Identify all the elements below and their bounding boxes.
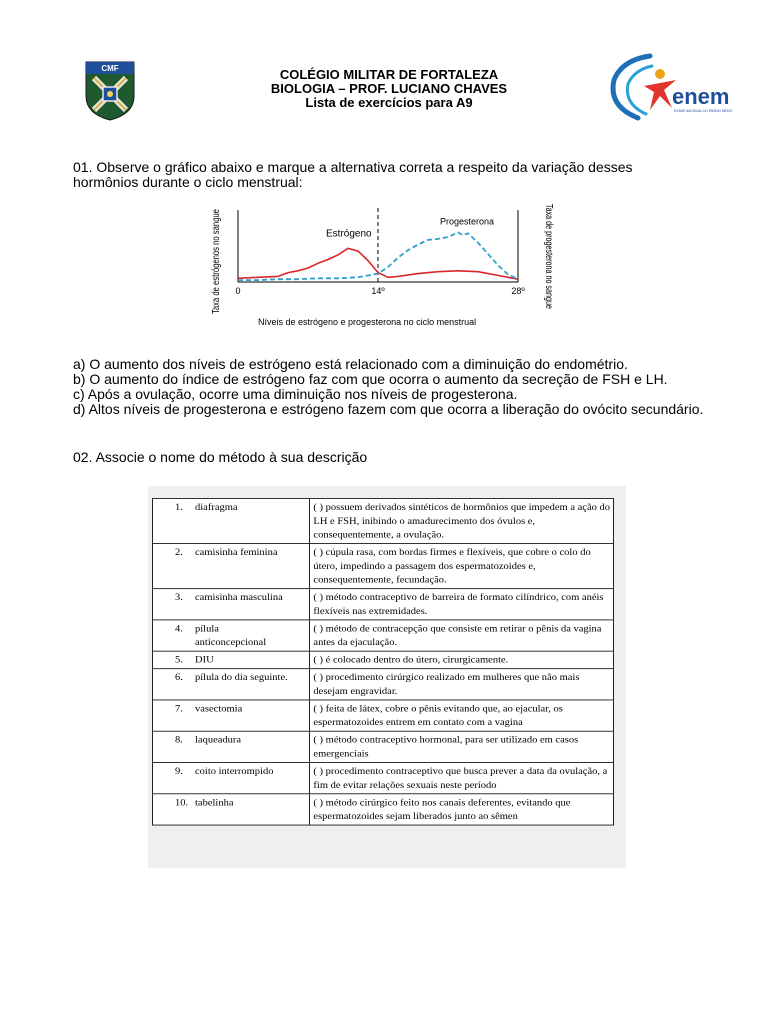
table-row [153,669,614,700]
method-cell [153,794,310,825]
table-row [153,589,614,620]
description-cell: ( ) método de contracepção que consiste em retirar o pênis da vagina antes da ejaculação. [310,620,614,651]
description-cell: ( ) feita de látex, cobre o pênis evitando que, ao ejacular, os espermatozoides entrem em contato com a vagina [310,700,614,731]
methods-table [152,498,614,826]
option-c: c) Após a ovulação, ocorre uma diminuição nos níveis de progesterona. [73,386,518,402]
table-row [153,700,614,731]
description-cell: ( ) método contraceptivo hormonal, para ser utilizado em casos emergenciais [310,731,614,762]
table-row [153,620,614,651]
description-cell: ( ) cúpula rasa, com bordas firmes e flexíveis, que cobre o colo do útero, impedindo a passagem dos espermatozoides e, consequentemente, fecundação. [310,544,614,589]
method-number: 3. [175,592,183,603]
method-cell [153,669,310,700]
method-name: DIU [195,655,214,666]
table-row [153,794,614,825]
table-row [153,544,614,589]
question-1-text: 01. Observe o gráfico abaixo e marque a alternativa correta a respeito da variação desses hormônios durante o ciclo menstrual: [73,159,633,190]
method-name: camisinha feminina [195,547,278,558]
method-cell [153,620,310,651]
option-b: b) O aumento do índice de estrógeno faz com que ocorra o aumento da secreção de FSH e LH. [73,371,668,387]
method-name: camisinha masculina [195,592,283,603]
x-tick-label: 0 [235,286,241,296]
description-cell: ( ) método cirúrgico feito nos canais deferentes, evitando que espermatozoides sejam liberados junto ao sêmen [310,794,614,825]
y-axis-label-left: Taxa de estrógenos no sangue [210,170,222,314]
method-name: coito interrompido [195,766,274,777]
method-name: pílula do dia seguinte. [195,672,288,683]
list-title: Lista de exercícios para A9 [305,95,473,110]
method-cell [153,731,310,762]
method-cell [153,700,310,731]
x-tick-label: 28º [511,286,525,296]
question-2-text: 02. Associe o nome do método à sua descrição [73,449,368,465]
chart-caption: Níveis de estrógeno e progesterona no ciclo menstrual [258,317,477,327]
method-number: 6. [175,672,183,683]
enem-logo-text: enem [672,84,730,109]
option-a: a) O aumento dos níveis de estrógeno está relacionado com a diminuição do endométrio. [73,356,628,372]
methods-table-image [148,486,626,868]
x-tick-label: 14º [371,286,385,296]
description-cell: ( ) possuem derivados sintéticos de hormônios que impedem a ação do LH e FSH, inibindo o amadurecimento dos óvulos e, consequentemente, a ovulação. [310,498,614,543]
method-number: 7. [175,704,183,715]
question-1-options [73,357,713,417]
hormone-chart [208,170,555,358]
method-number: 4. [175,624,183,635]
method-cell [153,544,310,589]
method-cell [153,763,310,794]
method-number: 5. [175,655,183,666]
option-d: d) Altos níveis de progesterona e estrógeno fazem com que ocorra a liberação do ovócito secundário. [73,401,704,417]
series-label: Progesterona [440,216,495,227]
table-row [153,731,614,762]
method-name: laqueadura [195,735,242,746]
method-number: 8. [175,735,183,746]
method-number: 2. [175,547,183,558]
method-cell [153,651,310,668]
method-number: 9. [175,766,183,777]
description-cell: ( ) procedimento cirúrgico realizado em mulheres que não mais desejam engravidar. [310,669,614,700]
method-number: 1. [175,502,183,513]
description-cell: ( ) é colocado dentro do útero, cirurgicamente. [310,651,614,668]
cmf-logo-text: CMF [101,64,119,73]
table-row [153,763,614,794]
table-row [153,651,614,668]
method-name: diafragma [195,502,238,513]
method-cell [153,498,310,543]
subject-line: BIOLOGIA – PROF. LUCIANO CHAVES [270,81,508,96]
school-name: COLÉGIO MILITAR DE FORTALEZA [279,67,499,82]
description-cell: ( ) procedimento contraceptivo que busca prever a data da ovulação, a fim de evitar relações sexuais neste período [310,763,614,794]
method-name: pílula anticoncepcional [195,624,267,648]
enem-logo [606,52,742,124]
method-cell [153,589,310,620]
y-axis-label-right: Taxa de progesterona no sangue [543,204,555,358]
description-cell: ( ) método contraceptivo de barreira de formato cilíndrico, com anéis flexíveis nas extremidades. [310,589,614,620]
method-name: vasectomia [195,704,243,715]
method-name: tabelinha [195,797,234,809]
enem-logo-subtext: EXAME NACIONAL DO ENSINO MÉDIO [674,109,733,113]
series-label: Estrógeno [326,228,372,240]
table-row [153,498,614,543]
method-number: 10. [175,797,189,809]
